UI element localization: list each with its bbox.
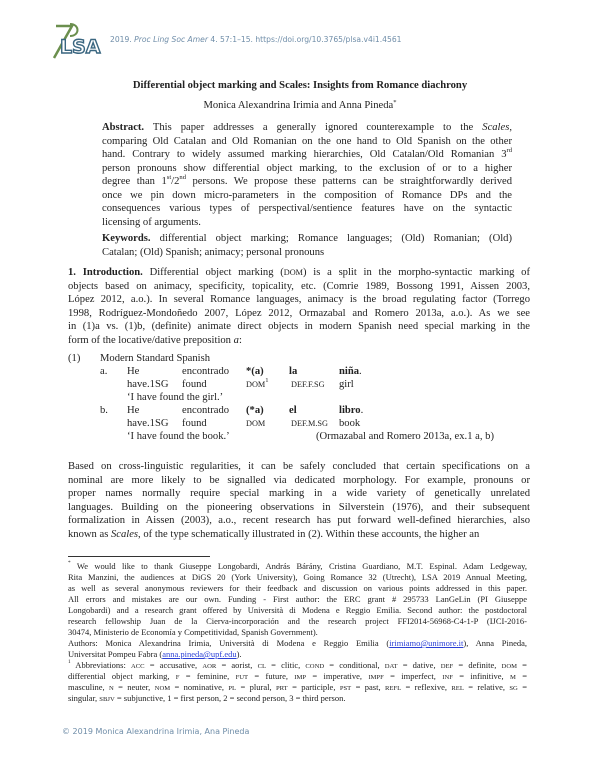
journal-header [110,35,402,44]
text-segment: Scales [110,528,139,540]
text-segment: Rita Manzini, the audiences at DiGS 20 (York University), Going Romance 32 (Utrecht), LSA 2019 Annual Meeting, [68,572,527,582]
text-segment: Based on cross-linguistic regularities, it can be safely concluded that certain specifications on a [68,461,530,472]
gloss: DEF.M.SG [291,419,328,428]
example-source: (Ormazabal and Romero 2013a, ex.1 a, b) [316,431,494,442]
word: He [127,366,140,377]
text-segment: Scales [482,122,510,133]
example-number: (1) [68,353,81,364]
superscript: st [166,174,172,181]
text-segment: a [233,334,239,346]
gloss: girl [339,379,354,390]
text-segment: All errors and mistakes are our own. Funding - First author: the ERC grant # 295733 LanGeLin (PI Giuseppe [68,594,527,604]
text-line [68,561,527,572]
text-segment: proper names normally require special marking in a wide variety of genetically unrelated [68,488,530,499]
text-segment: objects based on animacy, specificity, topicality, etc. (Comrie 1989, Bossong 1991, Aissen 2003, [68,280,530,292]
word: libro [339,405,361,416]
text-segment: formalization in Aissen (2003), a.o., recent research has put forward well-defined hierarchies, also [68,515,530,526]
text-segment: = nominative, [170,682,229,692]
keywords [102,232,512,259]
text-segment: = relative, [463,682,510,692]
text-segment: Universitat Pompeu Fabra ( [68,649,163,659]
text-segment: AOR [202,663,217,670]
text-segment: Abstract. [102,122,145,133]
text-segment: = imperative, [306,671,369,681]
lsa-logo [46,20,108,62]
text-line [102,189,512,203]
text-segment: PST [339,685,352,692]
gloss: DOM [246,419,266,428]
text-line [68,627,527,638]
text-segment: once we pin down micro-parameters in the composition of Romance DPs and the [102,189,512,201]
text-segment: nominal are more likely to be signalled via dedicated morphology. For example, pronouns or [68,474,530,486]
gloss: found [182,379,207,390]
text-segment: = infinitive, [452,671,510,681]
word: la [289,366,298,377]
gloss: book [339,418,361,429]
text-line [102,246,512,260]
superscript: 1 [68,659,71,665]
footnote-divider [68,556,210,557]
introduction-paragraph [68,266,530,347]
superscript: * [68,560,71,566]
text-segment: : [238,334,242,346]
text-segment: REFL [384,685,402,692]
text-line [68,487,530,501]
text-segment: masculine, [68,682,109,692]
body-paragraph [68,460,530,541]
text-segment: ). [236,649,242,659]
email-link[interactable]: irimiamo@unimore.it [389,638,464,648]
text-segment: /2 [171,176,180,187]
text-segment: = future, [248,671,295,681]
header-journal: Proc Ling Soc Amer [134,35,208,44]
text-line [68,693,527,704]
text-segment: research fellowship Juan de la Cierva-incorporación and the research project FFI2014-56968-C4-1-P (IJCI-2016- [68,616,527,626]
text-line [68,572,527,583]
text-line [68,605,527,616]
paper-title: Differential object marking and Scales: Insights from Romance diachrony [132,80,468,91]
text-segment: as well as several anonymous reviewers for their feedback and discussion on various points addressed in this paper. [68,583,527,593]
text-segment: NOM [154,685,171,692]
text-segment: Longobardi) and a research grant offered by Università di Modena e Reggio Emilia. Second author: the postdoctoral [68,605,527,615]
text-segment: = imperfect, [383,671,443,681]
superscript: nd [179,174,186,181]
text-line [68,616,527,627]
text-segment: persons. We propose these patterns can be straightforwardly derived [185,176,512,187]
text-segment: licensing of arguments. [102,216,201,228]
superscript: rd [506,147,512,154]
period: . [359,366,362,377]
word: el [289,405,297,416]
text-line [68,280,530,294]
text-segment: known as [68,528,111,540]
word: He [127,405,140,416]
text-segment: Abbreviations: [70,660,131,670]
text-segment: Catalan; (Old) Spanish; animacy; personal pronouns [102,246,325,258]
text-line [68,266,530,280]
text-segment: F [175,674,180,681]
text-segment: REL [451,685,464,692]
text-segment: , of the type schematically illustrated in (2). Within these accounts, the higher an [138,528,480,540]
text-segment: = [517,682,527,692]
text-line [68,528,530,542]
text-line [68,682,527,693]
text-line [68,320,530,334]
text-line [68,293,530,307]
example-a-label: a. [100,366,108,377]
text-segment: DEF [440,663,454,670]
text-segment: ), Anna Pineda, [463,638,527,648]
text-line [68,460,530,474]
gloss: have.1SG [127,379,169,390]
text-segment: López 2012, a.o.). In several Romance languages, animacy is the broad regulating factor (Torrego [68,294,530,305]
text-segment: IMP [294,674,307,681]
text-segment: FUT [235,674,249,681]
text-segment: M [509,674,516,681]
paper-authors [0,100,600,111]
copyright: © 2019 Monica Alexandrina Irimia, Ana Pineda [62,727,250,736]
abstract [102,121,512,229]
text-segment: Authors: Monica Alexandrina Irimia, Università di Modena e Reggio Emilia ( [68,638,390,648]
text-line [102,162,512,176]
text-segment: = [517,660,527,670]
text-segment: comparing Old Catalan and Old Romanian on the one hand to Old Spanish on the other [102,135,512,147]
text-segment: = feminine, [179,671,236,681]
example-heading: Modern Standard Spanish [100,353,211,364]
text-segment: = plural, [236,682,276,692]
gloss: have.1SG [127,418,169,429]
text-segment: = clitic, [266,660,306,670]
example-b-translation: ‘I have found the book.’ [127,431,230,442]
text-segment: differential object marking, [68,671,176,681]
text-segment: differential object marking; Romance languages; (Old) Romanian; (Old) [150,233,512,244]
text-segment: = subjunctive, 1 = first person, 2 = second person, 3 = third person. [114,693,346,703]
text-segment: = dative, [397,660,441,670]
text-segment: = reflexive, [401,682,452,692]
text-segment: languages. Building on the pioneering observations in Silverstein (1976), and their subsequent [68,501,530,513]
text-segment: in (1)a vs. (1)b, (definite) animate direct objects in modern Spanish need special marking in the [68,321,530,332]
text-segment: hand. Contrary to widely assumed marking hierarchies, Old Catalan/Old Romanian 3 [102,149,507,160]
text-segment: = aorist, [216,660,258,670]
text-line [102,121,512,135]
authors-footnote-mark[interactable]: * [393,99,397,106]
text-line [102,175,512,189]
text-line [102,148,512,162]
text-line [102,232,512,246]
text-segment: PL [228,685,237,692]
gloss: DEF.F.SG [291,380,325,389]
text-segment: IMPF [368,674,384,681]
text-segment: person pronouns show differential object marking, to the exclusion of or to a higher [102,162,512,174]
text-segment: = neuter, [113,682,155,692]
word: encontrado [182,366,230,377]
example-b-label: b. [100,405,108,416]
text-segment: = definite, [453,660,502,670]
text-line [68,594,527,605]
text-segment: , [509,122,512,133]
text-segment: 30474, Ministerio de Economía y Competitividad, Spanish Government). [68,627,318,637]
text-line [102,202,512,216]
text-segment: SBJV [99,696,115,703]
text-segment: COND [305,663,325,670]
text-segment: = [515,671,528,681]
text-line [68,660,527,671]
text-segment: SG [509,685,518,692]
gloss: DOM [246,380,266,389]
text-segment: DOM [501,663,518,670]
text-segment: ) is a split in the morpho-syntactic marking of [303,267,530,278]
text-segment: singular, [68,693,100,703]
text-segment: PRT [275,685,288,692]
text-segment: N [108,685,114,692]
text-line [102,135,512,149]
text-line [102,216,512,230]
text-segment: = conditional, [324,660,385,670]
text-segment: = past, [351,682,385,692]
text-segment: 1998, Rodríguez-Mondoñedo 2007, López 2012, Ormazabal and Romero 2013a, a.o.). As we see [68,307,530,319]
example-a-translation: ‘I have found the girl.’ [127,392,224,403]
word: encontrado [182,405,230,416]
footnotes [68,561,527,704]
text-segment: ACC [130,663,145,670]
text-line [68,649,527,660]
text-segment: Differential object marking ( [142,267,284,278]
text-segment: DOM [283,268,304,277]
word: (*a) [246,405,264,416]
text-segment: = accusative, [144,660,203,670]
text-line [68,501,530,515]
footnote-mark[interactable]: 1 [265,377,269,384]
word: niña [339,366,360,377]
text-line [68,514,530,528]
header-year: 2019. [110,35,132,44]
header-citation[interactable]: 4. 57:1–15. https://doi.org/10.3765/plsa.v4i1.4561 [210,35,402,44]
text-segment: We would like to thank Giuseppe Longobardi, András Bárány, Cristina Guardiano, M.T. Espinal. Adam Ledgeway, [70,561,527,571]
text-line [68,334,530,348]
text-segment: consequences various types of perspectival/sentience features have on the syntactic [102,203,512,214]
text-segment: degree than 1 [102,176,167,187]
text-line [68,671,527,682]
text-line [68,307,530,321]
period: . [360,405,364,416]
text-segment: DAT [384,663,398,670]
text-segment: INF [442,674,453,681]
text-segment: = participle, [287,682,340,692]
text-segment: Keywords. [102,233,151,244]
authors-names: Monica Alexandrina Irimia and Anna Pineda [203,100,394,111]
text-segment: 1. Introduction. [68,267,143,278]
text-line [68,638,527,649]
text-segment: This paper addresses a generally ignored counterexample to the [144,122,483,133]
text-line [68,474,530,488]
text-line [68,583,527,594]
text-segment: CL [257,663,267,670]
logo-text: LSA [60,36,101,58]
gloss: found [182,418,207,429]
email-link[interactable]: anna.pineda@upf.edu [162,649,237,659]
text-segment: form of the locative/dative preposition [68,334,234,346]
word: *(a) [246,366,264,377]
